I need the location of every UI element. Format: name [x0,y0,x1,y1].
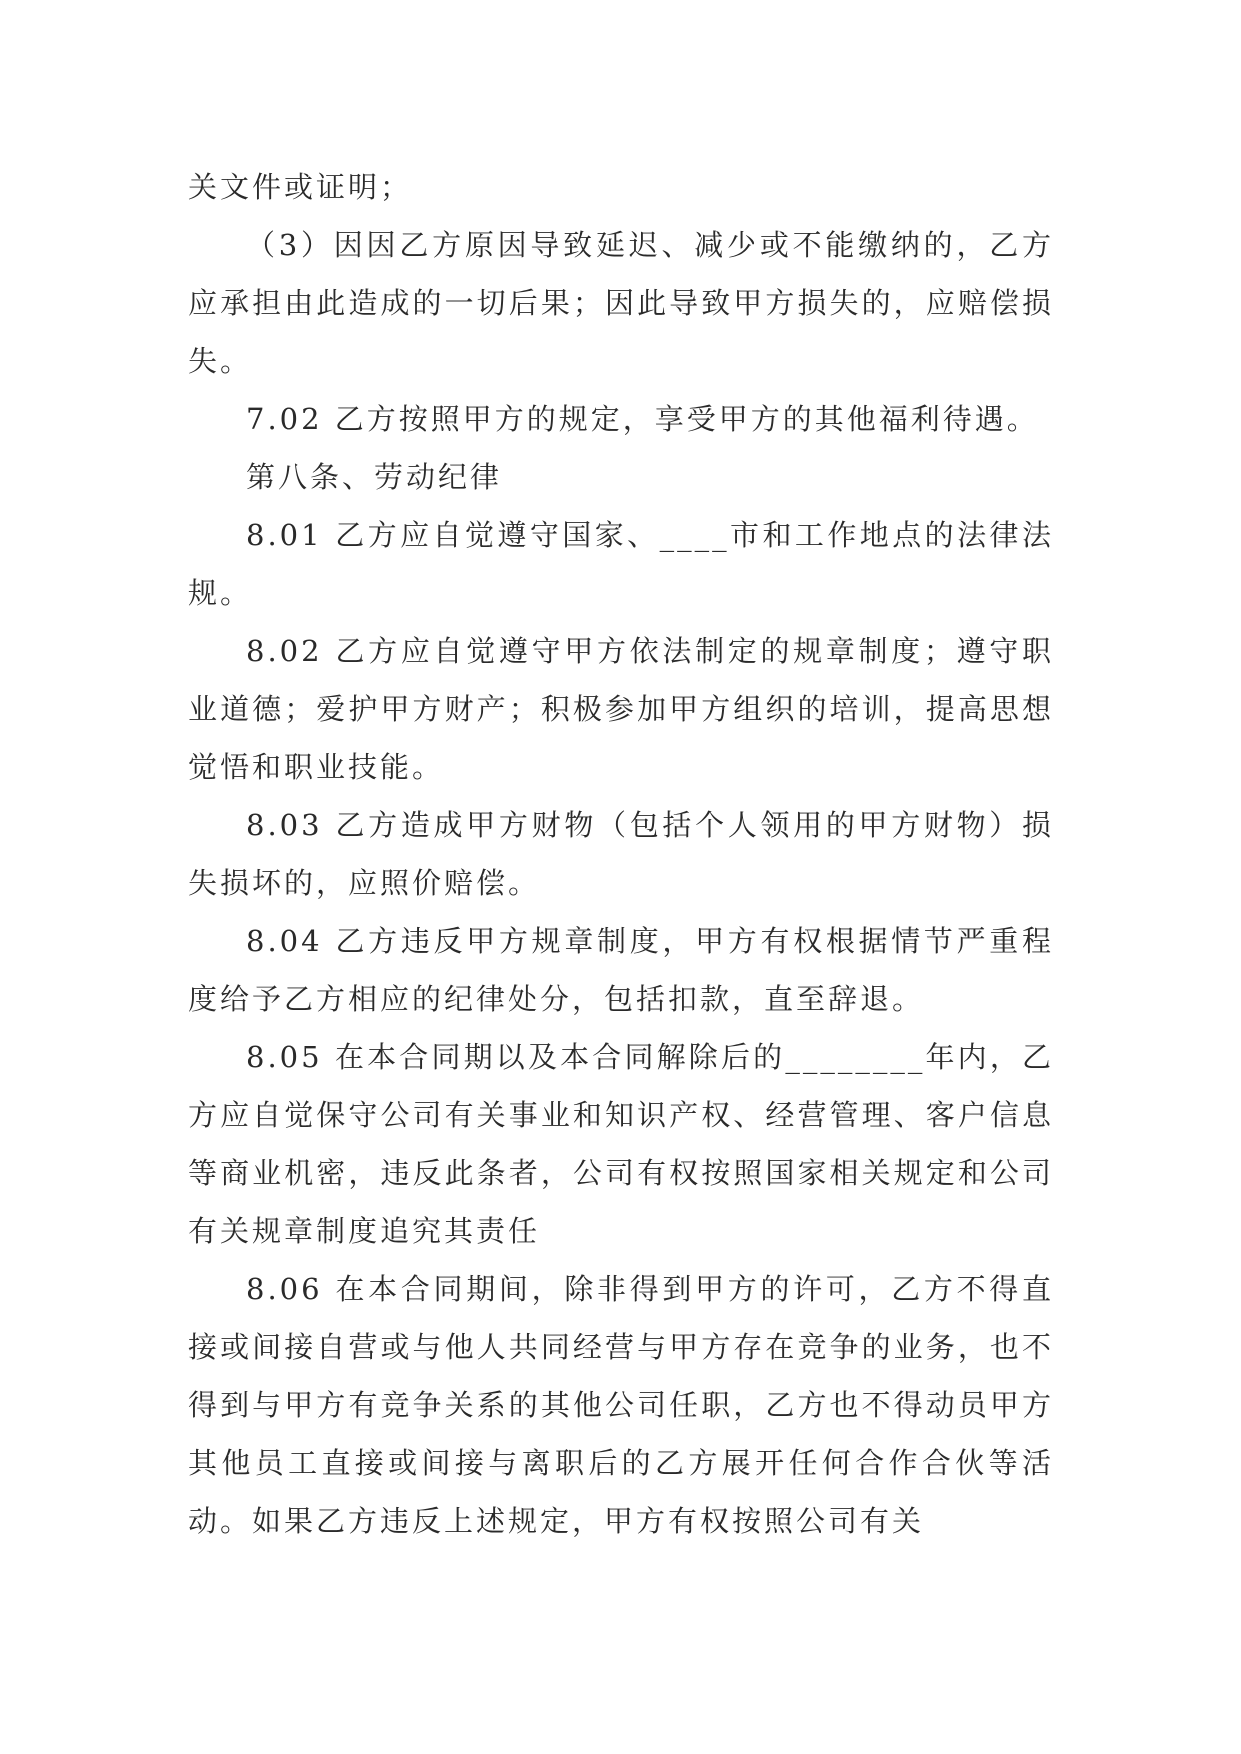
section-heading-article-8: 第八条、劳动纪律 [246,460,503,494]
paragraph-clause-8-05: 8.05 在本合同期以及本合同解除后的________年内，乙方应自觉保守公司有关事业和知识产权、经营管理、客户信息等商业机密，违反此条者，公司有权按照国家相关规定和公司有关规章制度追究其责任 [188,1040,1054,1248]
paragraph-clause-8-02: 8.02 乙方应自觉遵守甲方依法制定的规章制度；遵守职业道德；爱护甲方财产；积极参加甲方组织的培训，提高思想觉悟和职业技能。 [188,634,1054,784]
document-body [188,158,1054,1550]
paragraph-clause-8-03: 8.03 乙方造成甲方财物（包括个人领用的甲方财物）损失损坏的，应照价赔偿。 [188,808,1054,900]
paragraph-clause-8-06: 8.06 在本合同期间，除非得到甲方的许可，乙方不得直接或间接自营或与他人共同经营与甲方存在竞争的业务，也不得到与甲方有竞争关系的其他公司任职，乙方也不得动员甲方其他员工直接或间接与离职后的乙方展开任何合作合伙等活动。如果乙方违反上述规定，甲方有权按照公司有关 [188,1272,1054,1538]
paragraph-clause-8-04: 8.04 乙方违反甲方规章制度，甲方有权根据情节严重程度给予乙方相应的纪律处分，包括扣款，直至辞退。 [188,924,1054,1016]
paragraph-continuation: 关文件或证明； [188,170,413,204]
paragraph-clause-7-01-3: （3）因因乙方原因导致延迟、减少或不能缴纳的，乙方应承担由此造成的一切后果；因此导致甲方损失的，应赔偿损失。 [188,228,1054,378]
paragraph-clause-7-02: 7.02 乙方按照甲方的规定，享受甲方的其他福利待遇。 [246,402,1039,436]
paragraph-clause-8-01: 8.01 乙方应自觉遵守国家、____市和工作地点的法律法规。 [188,518,1054,610]
